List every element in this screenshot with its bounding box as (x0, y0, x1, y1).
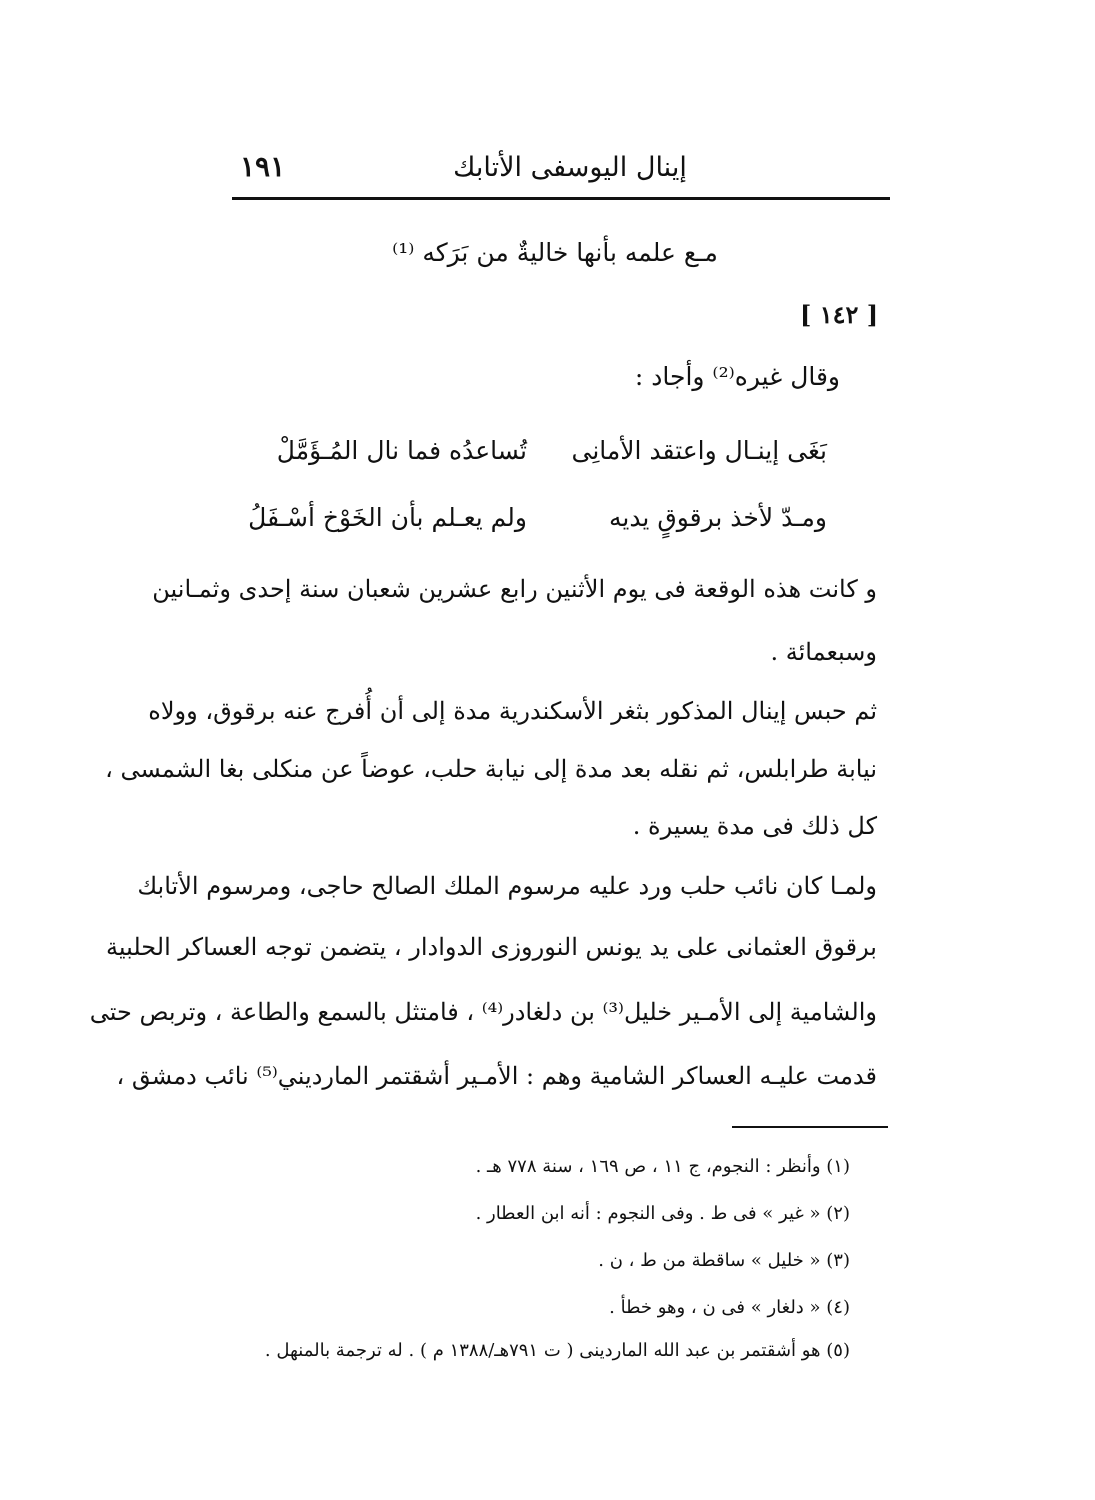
footnote: (٤) « دلغار » فى ن ، وهو خطأ . (609, 1297, 850, 1318)
paragraph-line: كل ذلك فى مدة يسيرة . (632, 812, 877, 840)
footnote: (٢) « غير » فى ط . وفى النجوم : أنه ابن العطار . (475, 1203, 850, 1224)
paragraph-line: برقوق العثمانى على يد يونس النوروزى الدوادار ، يتضمن توجه العساكر الحلبية (106, 933, 877, 961)
poem-hemistich-right: ومـدّ لأخذ برقوقٍ يديه (608, 503, 827, 532)
poem-hemistich-left: تُساعدُه فما نال المُـؤَمَّلْ (276, 436, 527, 465)
footnote: (٥) هو أشقتمر بن عبد الله الماردينى ( ت ٧٩١هـ/١٣٨٨ م ) . له ترجمة بالمنهل . (264, 1340, 850, 1361)
header-rule (232, 197, 890, 200)
page-number: ١٩١ (240, 150, 286, 183)
running-header-title: إينال اليوسفى الأتابك (453, 152, 687, 183)
top-verse: مـع علمه بأنها خاليةٌ من بَرَكه ⁽¹⁾ (392, 238, 718, 267)
footnote: (١) وأنظر : النجوم، ج ١١ ، ص ١٦٩ ، سنة ٧٧٨ هـ . (475, 1156, 850, 1177)
footnote: (٣) « خليل » ساقطة من ط ، ن . (598, 1250, 850, 1271)
poem-hemistich-right: بَغَى إينـال واعتقد الأمانِى (571, 436, 827, 465)
paragraph-line: و كانت هذه الوقعة فى يوم الأثنين رابع عشرين شعبان سنة إحدى وثمـانين (152, 575, 877, 603)
entry-number-marker: [ ١٤٢ ] (800, 300, 879, 329)
paragraph-line: ثم حبس إينال المذكور بثغر الأسكندرية مدة إلى أن أُفرج عنه برقوق، وولاه (148, 697, 877, 725)
poem-intro: وقال غيره⁽²⁾ وأجاد : (634, 362, 840, 391)
paragraph-line: ولمـا كان نائب حلب ورد عليه مرسوم الملك الصالح حاجى، ومرسوم الأتابك (137, 872, 877, 900)
paragraph-line: نيابة طرابلس، ثم نقله بعد مدة إلى نيابة حلب، عوضاً عن منكلى بغا الشمسى ، (105, 755, 877, 783)
paragraph-line: قدمت عليـه العساكر الشامية وهم : الأمـير أشقتمر المارديني⁽⁵⁾ نائب دمشق ، (116, 1062, 877, 1090)
footnote-rule (732, 1126, 888, 1128)
paragraph-line: والشامية إلى الأمـير خليل⁽³⁾ بن دلغادر⁽⁴⁾ ، فامتثل بالسمع والطاعة ، وتربص حتى (89, 998, 877, 1026)
paragraph-line: وسبعمائة . (770, 638, 877, 666)
poem-hemistich-left: ولم يعـلم بأن الخَوْخ أسْـفَلُ (248, 503, 527, 532)
